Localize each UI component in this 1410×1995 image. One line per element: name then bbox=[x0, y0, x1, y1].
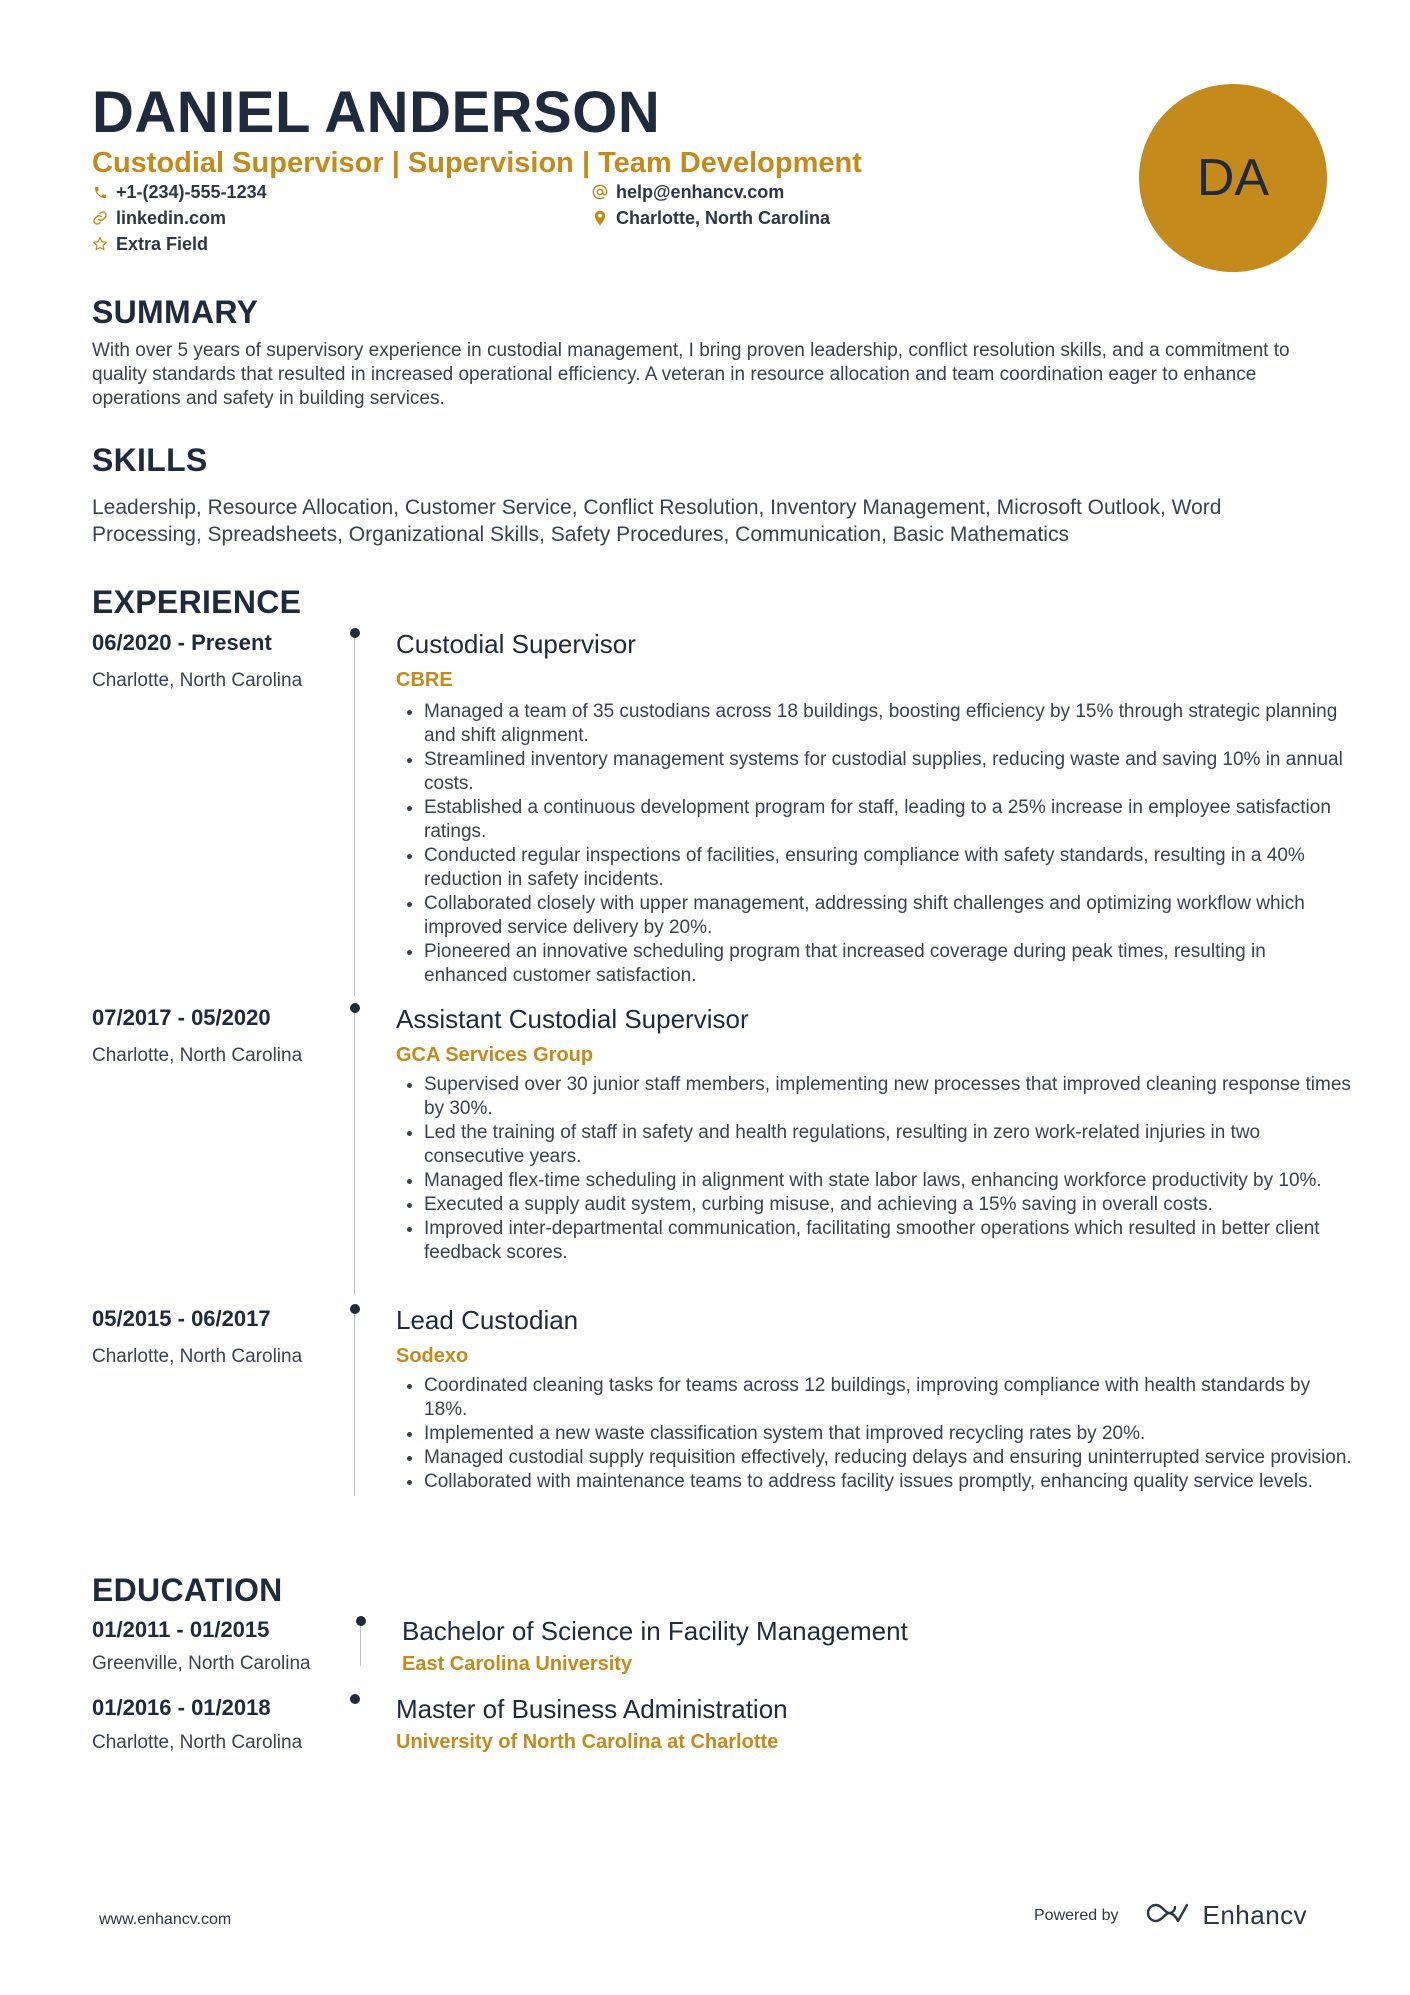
candidate-name: DANIEL ANDERSON bbox=[92, 80, 661, 145]
bullet-item: • Managed custodial supply requisition effectively, reducing delays and ensuring uninterrupted service provision. bbox=[424, 1446, 1354, 1470]
timeline-line bbox=[360, 1620, 361, 1666]
job-title: Custodial Supervisor bbox=[396, 629, 636, 659]
contact-location bbox=[592, 206, 830, 230]
degree-title: Bachelor of Science in Facility Management bbox=[402, 1616, 908, 1646]
at-icon bbox=[592, 184, 608, 200]
contact-phone[interactable] bbox=[92, 180, 267, 204]
bullet-item: • Executed a supply audit system, curbing misuse, and achieving a 15% saving in overall costs. bbox=[424, 1193, 1354, 1217]
skills-text: Leadership, Resource Allocation, Customer Service, Conflict Resolution, Inventory Management, Microsoft Outlook, Word Processing, Spreadsheets, Organizational Skills, Safety Procedures, Communication, Basic Mathematics bbox=[92, 496, 1222, 546]
bullet-item: • Pioneered an innovative scheduling program that increased coverage during peak times, resulting in enhanced customer satisfaction. bbox=[424, 940, 1354, 988]
job-location: Charlotte, North Carolina bbox=[92, 670, 303, 691]
education-dates: 01/2016 - 01/2018 bbox=[92, 1695, 271, 1720]
linkedin-text: linkedin.com bbox=[116, 208, 227, 228]
link-icon bbox=[92, 210, 108, 226]
degree-title: Master of Business Administration bbox=[396, 1694, 788, 1724]
powered-by-label: Powered by bbox=[1034, 1906, 1119, 1924]
school-name: University of North Carolina at Charlotte bbox=[396, 1731, 779, 1753]
extra-text: Extra Field bbox=[116, 234, 209, 254]
timeline-dot bbox=[350, 628, 360, 638]
job-bullets bbox=[396, 1073, 1354, 1265]
location-text: Charlotte, North Carolina bbox=[616, 208, 831, 228]
job-title: Assistant Custodial Supervisor bbox=[396, 1004, 749, 1034]
job-bullets bbox=[396, 1374, 1354, 1494]
timeline-line bbox=[354, 636, 355, 996]
education-heading: EDUCATION bbox=[92, 1572, 283, 1608]
timeline-dot bbox=[350, 1003, 360, 1013]
job-company: Sodexo bbox=[396, 1345, 469, 1367]
summary-heading: SUMMARY bbox=[92, 294, 259, 330]
star-icon bbox=[92, 236, 108, 252]
job-location: Charlotte, North Carolina bbox=[92, 1045, 303, 1066]
job-title: Lead Custodian bbox=[396, 1305, 579, 1335]
bullet-item: • Established a continuous development program for staff, leading to a 25% increase in employee satisfaction ratings. bbox=[424, 796, 1354, 844]
education-location: Greenville, North Carolina bbox=[92, 1653, 311, 1674]
contact-linkedin[interactable] bbox=[92, 206, 226, 230]
headline: Custodial Supervisor | Supervision | Team Development bbox=[92, 147, 862, 179]
bullet-item: • Managed flex-time scheduling in alignment with state labor laws, enhancing workforce productivity by 10%. bbox=[424, 1169, 1354, 1193]
skills-heading: SKILLS bbox=[92, 442, 208, 478]
contact-extra bbox=[92, 232, 208, 256]
contact-info bbox=[92, 180, 892, 260]
job-company: GCA Services Group bbox=[396, 1044, 594, 1066]
timeline-line bbox=[354, 1310, 355, 1496]
phone-text: +1-(234)-555-1234 bbox=[116, 182, 267, 202]
timeline-dot bbox=[350, 1694, 360, 1704]
bullet-item: • Collaborated with maintenance teams to address facility issues promptly, enhancing quality service levels. bbox=[424, 1470, 1354, 1494]
experience-heading: EXPERIENCE bbox=[92, 584, 302, 620]
enhancv-logo-icon bbox=[1145, 1901, 1193, 1930]
bullet-item: • Improved inter-departmental communication, facilitating smoother operations which resulted in better client feedback scores. bbox=[424, 1217, 1354, 1265]
footer-website-link[interactable]: www.enhancv.com bbox=[99, 1911, 232, 1928]
school-name: East Carolina University bbox=[402, 1653, 633, 1675]
footer-branding bbox=[1034, 1900, 1307, 1931]
job-dates: 05/2015 - 06/2017 bbox=[92, 1306, 271, 1331]
contact-email[interactable] bbox=[592, 180, 784, 204]
timeline-line bbox=[354, 1010, 355, 1294]
job-location: Charlotte, North Carolina bbox=[92, 1346, 303, 1367]
bullet-item: • Supervised over 30 junior staff members, implementing new processes that improved cleaning response times by 30%. bbox=[424, 1073, 1354, 1121]
bullet-item: • Managed a team of 35 custodians across 18 buildings, boosting efficiency by 15% through strategic planning and shift alignment. bbox=[424, 700, 1354, 748]
phone-icon bbox=[92, 184, 108, 200]
education-location: Charlotte, North Carolina bbox=[92, 1732, 303, 1753]
bullet-item: • Collaborated closely with upper management, addressing shift challenges and optimizing workflow which improved service delivery by 20%. bbox=[424, 892, 1354, 940]
job-dates: 07/2017 - 05/2020 bbox=[92, 1005, 271, 1030]
email-text: help@enhancv.com bbox=[616, 182, 785, 202]
job-company: CBRE bbox=[396, 669, 453, 691]
education-dates: 01/2011 - 01/2015 bbox=[92, 1617, 270, 1642]
job-bullets bbox=[396, 700, 1354, 988]
bullet-item: • Implemented a new waste classification system that improved recycling rates by 20%. bbox=[424, 1422, 1354, 1446]
timeline-dot bbox=[350, 1304, 360, 1314]
job-dates: 06/2020 - Present bbox=[92, 630, 272, 655]
bullet-item: • Conducted regular inspections of facilities, ensuring compliance with safety standards, resulting in a 40% reduction in safety incidents. bbox=[424, 844, 1354, 892]
summary-text: With over 5 years of supervisory experience in custodial management, I bring proven leadership, conflict resolution skills, and a commitment to quality standards that resulted in increased operational efficiency. A veteran in resource allocation and team coordination eager to enhance operations and safety in building services. bbox=[92, 340, 1290, 409]
timeline-dot bbox=[356, 1616, 366, 1626]
brand-name[interactable]: Enhancv bbox=[1202, 1900, 1308, 1930]
avatar: DA bbox=[1139, 84, 1327, 272]
bullet-item: • Led the training of staff in safety and health regulations, resulting in zero work-related injuries in two consecutive years. bbox=[424, 1121, 1354, 1169]
map-pin-icon bbox=[592, 210, 608, 226]
bullet-item: • Streamlined inventory management systems for custodial supplies, reducing waste and saving 10% in annual costs. bbox=[424, 748, 1354, 796]
bullet-item: • Coordinated cleaning tasks for teams across 12 buildings, improving compliance with health standards by 18%. bbox=[424, 1374, 1354, 1422]
